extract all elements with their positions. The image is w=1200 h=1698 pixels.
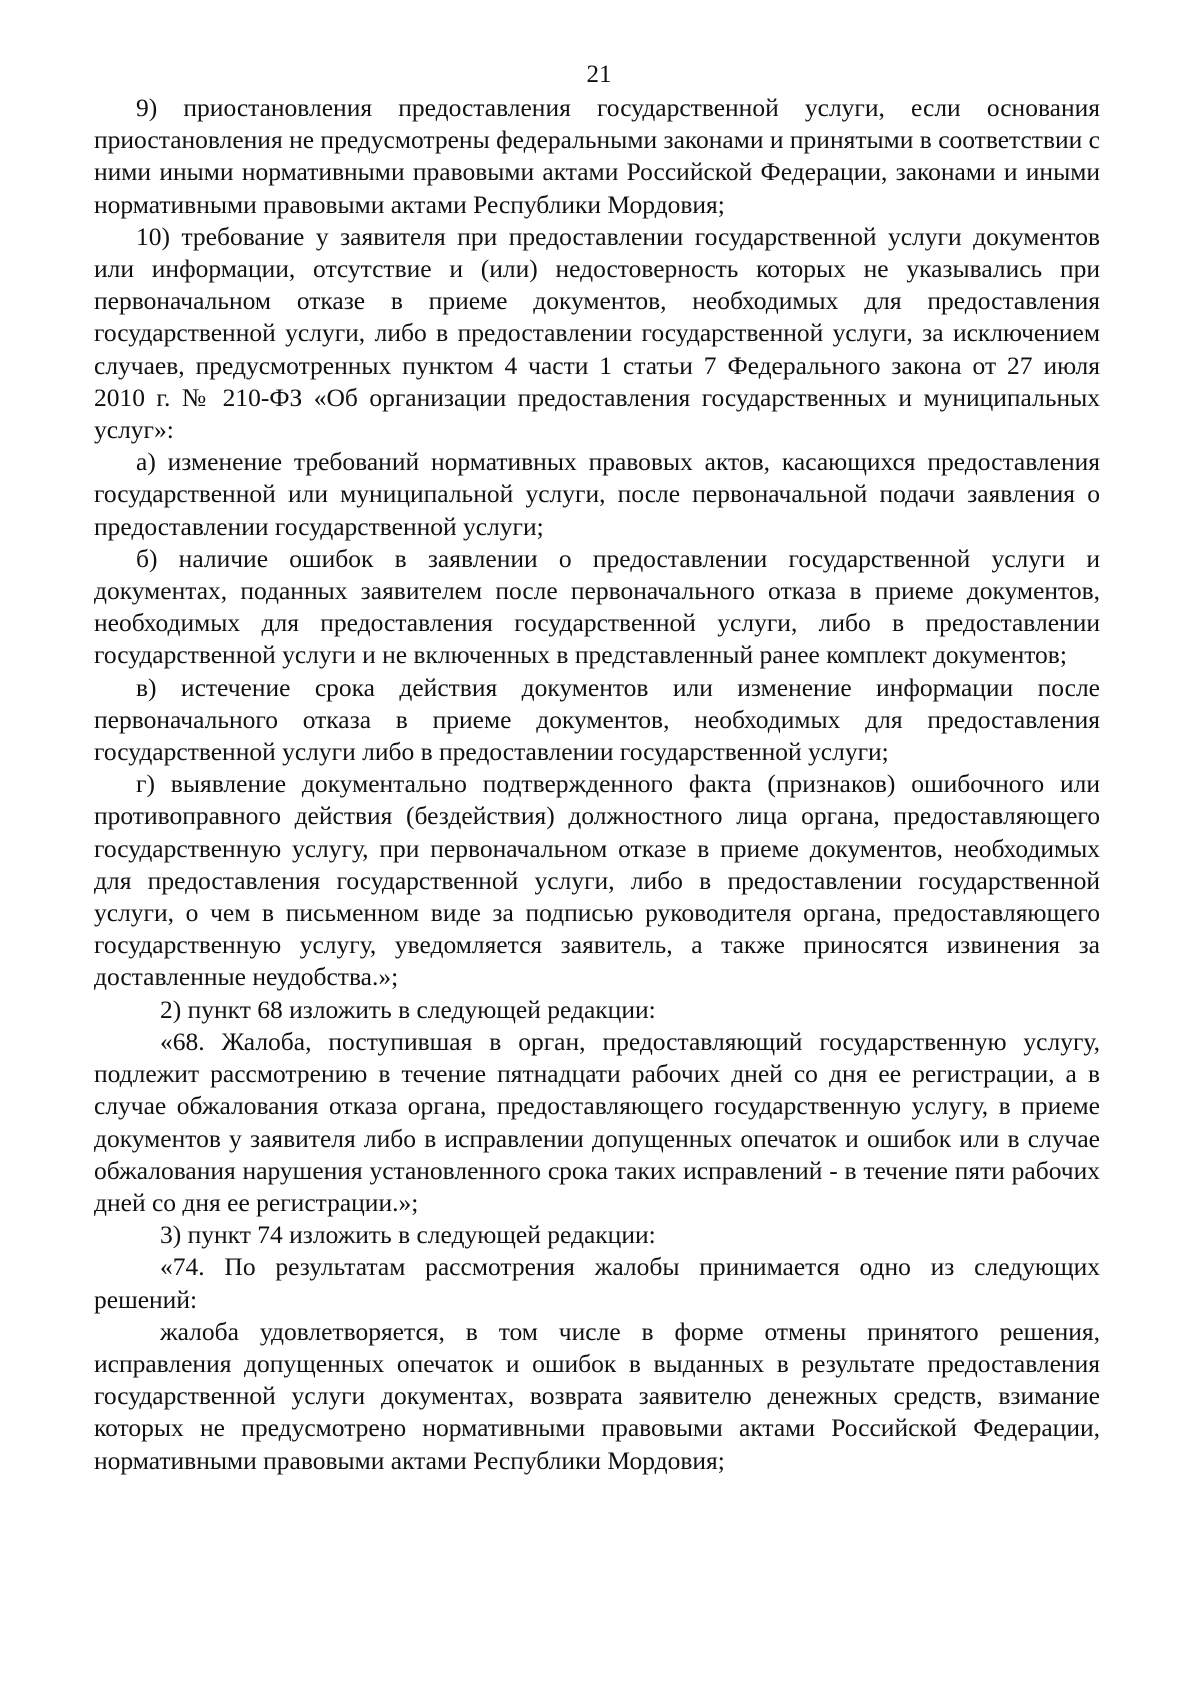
paragraph-point-74: «74. По результатам рассмотрения жалобы принимается одно из следующих решений:: [94, 1252, 1100, 1314]
page-number: 21: [586, 61, 612, 88]
paragraph-subitem-g: г) выявление документально подтвержденного факта (признаков) ошибочного или противоправного действия (бездействия) должностного лица органа, предоставляющего государственную услугу, при первоначальном отказе в приеме документов, необходимых для предоставления государственной услуги, либо в предоставлении государственной услуги, о чем в письменном виде за подписью руководителя органа, предоставляющего государственную услугу, уведомляется заявитель, а также приносятся извинения за доставленные неудобства.»;: [94, 769, 1100, 992]
paragraph-point-68: «68. Жалоба, поступившая в орган, предоставляющий государственную услугу, подлежит рассмотрению в течение пятнадцати рабочих дней со дня ее регистрации, а в случае обжалования отказа органа, предоставляющего государственную услугу, в приеме документов у заявителя либо в исправлении допущенных опечаток и ошибок или в случае обжалования нарушения установленного срока таких исправлений - в течение пяти рабочих дней со дня ее регистрации.»;: [94, 1026, 1100, 1217]
paragraph-amend-68: 2) пункт 68 изложить в следующей редакции:: [160, 994, 656, 1024]
paragraph-subitem-v: в) истечение срока действия документов или изменение информации после первоначального отказа в приеме документов, необходимых для предоставления государственной услуги либо в предоставлении государственной услуги;: [94, 672, 1100, 767]
paragraph-amend-74: 3) пункт 74 изложить в следующей редакции:: [160, 1220, 656, 1250]
paragraph-item-9: 9) приостановления предоставления государственной услуги, если основания приостановления не предусмотрены федеральными законами и принятыми в соответствии с ними иными нормативными правовыми актами Российской Федерации, законами и иными нормативными правовыми актами Республики Мордовия;: [94, 93, 1100, 219]
paragraph-decision-1: жалоба удовлетворяется, в том числе в форме отмены принятого решения, исправления допущенных опечаток и ошибок в выданных в результате предоставления государственной услуги документах, возврата заявителю денежных средств, взимание которых не предусмотрено нормативными правовыми актами Российской Федерации, нормативными правовыми актами Республики Мордовия;: [94, 1316, 1100, 1475]
paragraph-subitem-b: б) наличие ошибок в заявлении о предоставлении государственной услуги и документах, поданных заявителем после первоначального отказа в приеме документов, необходимых для предоставления государственной услуги, либо в предоставлении государственной услуги и не включенных в представленный ранее комплект документов;: [94, 543, 1100, 670]
paragraph-item-10: 10) требование у заявителя при предоставлении государственной услуги документов или информации, отсутствие и (или) недостоверность которых не указывались при первоначальном отказе в приеме документов, необходимых для предоставления государственной услуги, либо в предоставлении государственной услуги, за исключением случаев, предусмотренных пунктом 4 части 1 статьи 7 Федерального закона от 27 июля 2010 г. № 210-ФЗ «Об организации предоставления государственных и муниципальных услуг»:: [94, 221, 1100, 445]
paragraph-subitem-a: а) изменение требований нормативных правовых актов, касающихся предоставления государственной или муниципальной услуги, после первоначальной подачи заявления о предоставлении государственной услуги;: [94, 447, 1100, 541]
document-page: [94, 60, 1100, 1477]
